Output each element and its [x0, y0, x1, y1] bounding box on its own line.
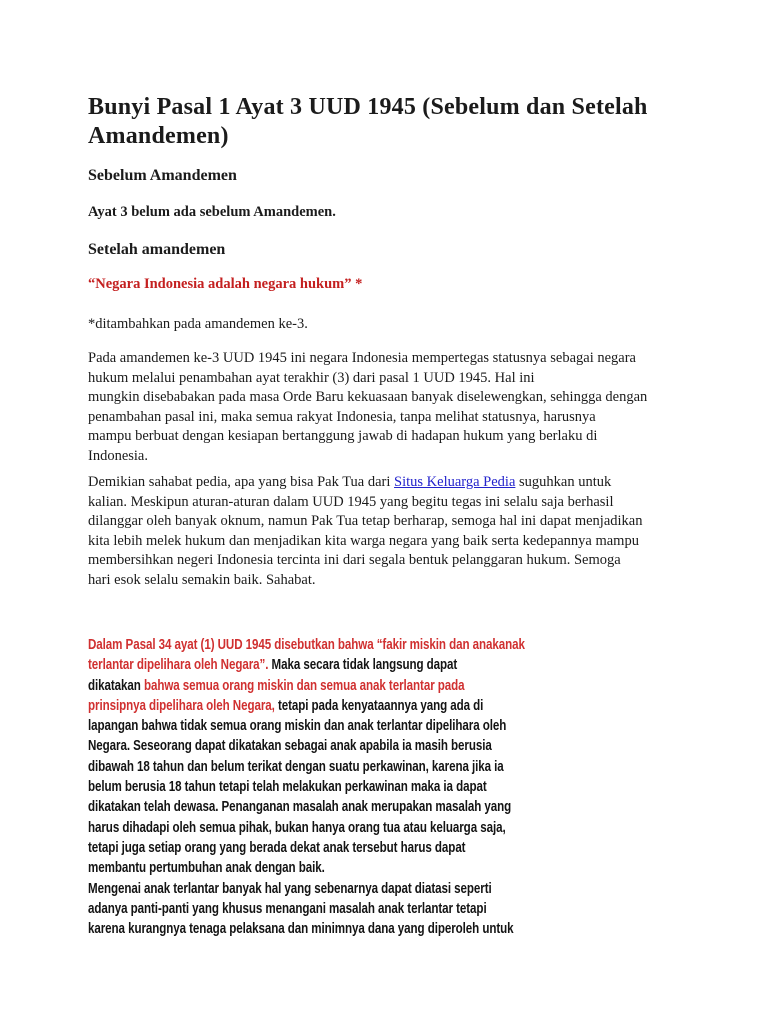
text-line [88, 93, 694, 122]
paragraph-amandemen-ke-3 [88, 349, 694, 466]
text-line [88, 736, 694, 756]
body-text: Maka secara tidak langsung dapat [268, 657, 458, 674]
red-quote-negara-hukum [88, 277, 694, 292]
red-emphasis-text: prinsipnya dipelihara oleh Negara, [88, 697, 275, 714]
body-text: Bunyi Pasal 1 Ayat 3 UUD 1945 (Sebelum dan Setelah [88, 94, 648, 120]
text-line [88, 919, 694, 939]
body-text: “Negara Indonesia adalah negara hukum” * [88, 276, 363, 292]
text-line [88, 858, 694, 878]
text-line [88, 797, 694, 817]
text-line [88, 447, 694, 467]
body-text: Negara. Seseorang dapat dikatakan sebagai anak apabila ia masih berusia [88, 738, 492, 755]
text-line [88, 369, 694, 389]
body-text: Pada amandemen ke-3 UUD 1945 ini negara Indonesia mempertegas statusnya sebagai negara [88, 350, 636, 366]
text-line [88, 696, 694, 716]
heading-sebelum-amandemen: Sebelum Amandemen [88, 167, 237, 184]
text-line [88, 122, 694, 151]
footnote-amandemen-ke-3: *ditambahkan pada amandemen ke-3. [88, 316, 308, 332]
document-title [88, 93, 694, 151]
text-line [88, 551, 694, 571]
body-text: dibawah 18 tahun dan belum terikat dengan suatu perkawinan, karena jika ia [88, 758, 504, 775]
article-pasal-34 [88, 635, 694, 939]
text-line [88, 777, 694, 797]
body-text: lapangan bahwa tidak semua orang miskin dan anak terlantar dipelihara oleh [88, 718, 507, 735]
text-line [88, 512, 694, 532]
red-emphasis-text: bahwa semua orang miskin dan semua anak terlantar pada [143, 677, 465, 694]
heading-setelah-amandemen: Setelah amandemen [88, 241, 226, 258]
text-line [88, 532, 694, 552]
body-text: mungkin disebabakan pada masa Orde Baru kekuasaan banyak diselewengkan, sehingga dengan [88, 389, 648, 405]
body-text: membantu pertumbuhan anak dengan baik. [88, 860, 325, 877]
body-text: Mengenai anak terlantar banyak hal yang sebenarnya dapat diatasi seperti [88, 880, 492, 897]
text-line [88, 879, 694, 899]
body-text: mampu berbuat dengan kesiapan bertanggung jawab di hadapan hukum yang berlaku di [88, 428, 598, 444]
body-text: Amandemen) [88, 123, 229, 149]
text-line [88, 349, 694, 369]
text-line [88, 899, 694, 919]
body-text: adanya panti-panti yang khusus menangani masalah anak terlantar tetapi [88, 900, 487, 917]
body-text: kita lebih melek hukum dan menjadikan kita warga negara yang baik serta kedepannya mampu [88, 532, 639, 549]
body-text: hukum melalui penambahan ayat terakhir (3) dari pasal 1 UUD 1945. Hal ini [88, 369, 535, 386]
body-text: karena kurangnya tenaga pelaksana dan minimnya dana yang diperoleh untuk [88, 921, 514, 938]
text-line [88, 655, 694, 675]
body-text: dikatakan telah dewasa. Penanganan masalah anak merupakan masalah yang [88, 799, 512, 816]
text-line [88, 757, 694, 777]
text-line [88, 716, 694, 736]
body-text: kalian. Meskipun aturan-aturan dalam UUD 1945 yang begitu tegas ini selalu saja berhasil [88, 493, 614, 510]
subheading-ayat-3-note: Ayat 3 belum ada sebelum Amandemen. [88, 204, 336, 220]
body-text: dikatakan [88, 677, 144, 694]
body-text: dilanggar oleh banyak oknum, namun Pak Tua tetap berharap, semoga hal ini dapat menjadikan [88, 513, 643, 529]
text-line [88, 571, 694, 591]
text-line [88, 388, 694, 408]
link-situs-keluarga-pedia[interactable]: Situs Keluarga Pedia [394, 474, 516, 490]
text-line [88, 493, 694, 513]
body-text: tetapi juga setiap orang yang berada dekat anak tersebut harus dapat [88, 839, 466, 856]
text-line [88, 818, 694, 838]
body-text: harus dihadapi oleh semua pihak, bukan hanya orang tua atau keluarga saja, [88, 819, 506, 836]
body-text: penambahan pasal ini, maka semua rakyat Indonesia, tanpa melihat statusnya, harusnya [88, 408, 596, 425]
body-text: membersihkan negeri Indonesia tercinta ini dari segala bentuk pelanggaran hukum. Semoga [88, 552, 621, 568]
body-text: suguhkan untuk [515, 474, 612, 490]
text-line [88, 427, 694, 447]
body-text: hari esok selalu semakin baik. Sahabat. [88, 571, 316, 588]
red-emphasis-text: Dalam Pasal 34 ayat (1) UUD 1945 disebutkan bahwa “fakir miskin dan anakanak [88, 637, 525, 653]
text-line [88, 473, 694, 493]
body-text: tetapi pada kenyataannya yang ada di [274, 697, 484, 714]
red-emphasis-text: terlantar dipelihara oleh Negara”. [88, 657, 269, 674]
body-text: Indonesia. [88, 447, 148, 464]
text-line [88, 408, 694, 428]
text-line [88, 635, 694, 655]
text-line [88, 277, 694, 292]
text-line [88, 838, 694, 858]
body-text: Demikian sahabat pedia, apa yang bisa Pak Tua dari [88, 474, 395, 490]
paragraph-penutup [88, 473, 694, 590]
body-text: belum berusia 18 tahun tetapi telah melakukan perkawinan maka ia dapat [88, 779, 487, 796]
document-content [88, 0, 694, 939]
text-line [88, 676, 694, 696]
